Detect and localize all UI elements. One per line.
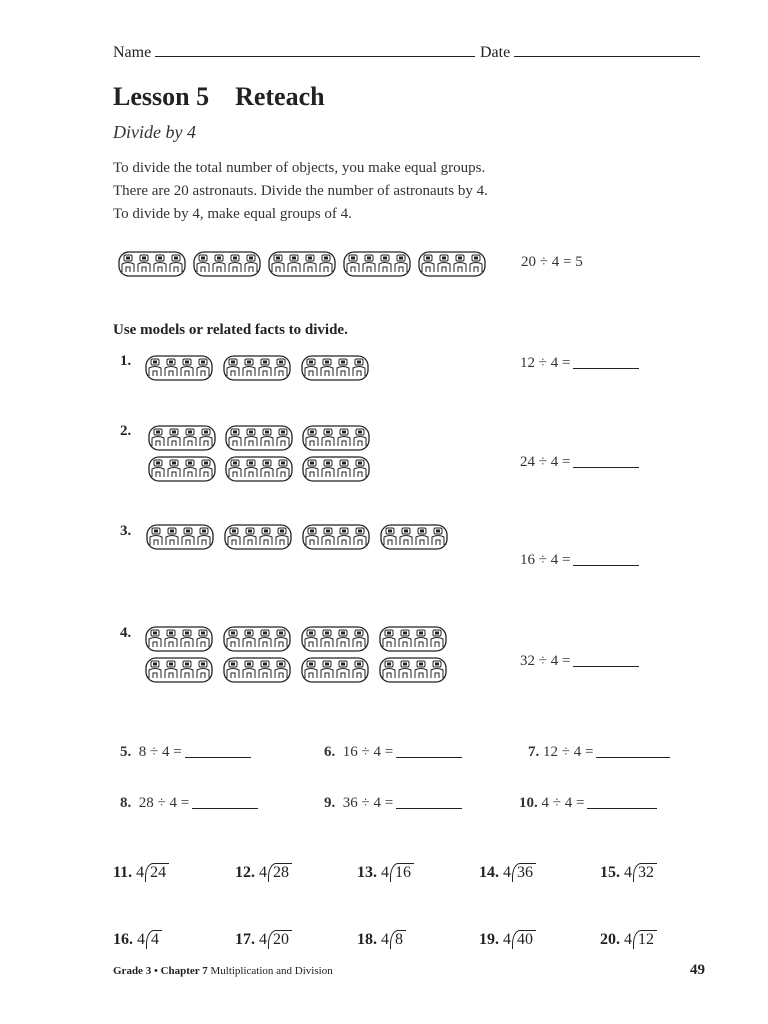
dividend: 12	[633, 930, 657, 949]
astronaut-icon	[322, 528, 334, 545]
problem-number: 7.	[528, 744, 540, 760]
astronaut-group	[193, 251, 261, 277]
astronaut-icon	[138, 255, 150, 272]
astronaut-icon	[243, 661, 255, 678]
astronaut-group	[418, 251, 486, 277]
astronaut-icon	[354, 528, 366, 545]
name-line[interactable]	[155, 56, 475, 57]
astronaut-icon	[275, 359, 287, 376]
problem-3-equation	[520, 551, 639, 569]
answer-blank[interactable]	[192, 794, 258, 809]
problem-number: 4.	[120, 625, 132, 641]
astronaut-icon	[363, 255, 375, 272]
example-model	[118, 251, 498, 281]
astronaut-icon	[338, 528, 350, 545]
astronaut-group	[225, 425, 293, 451]
problem-20	[600, 930, 657, 949]
problem-number: 11.	[113, 864, 133, 881]
astronaut-icon	[149, 630, 161, 647]
astronaut-icon	[383, 630, 395, 647]
astronaut-group	[145, 657, 213, 683]
problem-2-model	[148, 425, 388, 489]
problem-number: 2.	[120, 423, 132, 439]
astronaut-icon	[261, 460, 273, 477]
answer-blank[interactable]	[185, 743, 251, 758]
astronaut-icon	[149, 359, 161, 376]
lesson-subtitle: Divide by 4	[113, 122, 196, 142]
astronaut-group	[224, 524, 292, 550]
problem-number: 14.	[479, 864, 499, 881]
astronaut-icon	[245, 460, 257, 477]
astronaut-icon	[259, 359, 271, 376]
astronaut-icon	[197, 661, 209, 678]
answer-blank[interactable]	[573, 453, 639, 468]
divisor: 4	[381, 931, 389, 948]
equation-text: 16 ÷ 4 =	[342, 744, 394, 760]
divisor: 4	[381, 864, 389, 881]
dividend: 40	[512, 930, 536, 949]
astronaut-icon	[243, 359, 255, 376]
problem-3-model	[146, 524, 456, 554]
astronaut-icon	[276, 528, 288, 545]
answer-blank[interactable]	[396, 743, 462, 758]
astronaut-group	[118, 251, 186, 277]
astronaut-icon	[354, 429, 366, 446]
date-field	[480, 44, 700, 62]
astronaut-icon	[306, 429, 318, 446]
problem-13	[357, 863, 414, 882]
astronaut-icon	[181, 630, 193, 647]
name-label: Name	[113, 44, 152, 61]
astronaut-icon	[170, 255, 182, 272]
astronaut-group	[223, 355, 291, 381]
astronaut-group	[379, 626, 447, 652]
astronaut-icon	[399, 661, 411, 678]
problem-8	[120, 794, 258, 812]
problem-11	[113, 863, 169, 882]
astronaut-icon	[197, 630, 209, 647]
astronaut-icon	[166, 528, 178, 545]
astronaut-icon	[288, 255, 300, 272]
astronaut-icon	[168, 460, 180, 477]
astronaut-icon	[200, 429, 212, 446]
astronaut-icon	[305, 661, 317, 678]
astronaut-icon	[353, 661, 365, 678]
astronaut-group	[148, 425, 216, 451]
answer-blank[interactable]	[573, 354, 639, 369]
dividend: 8	[390, 930, 406, 949]
date-label: Date	[480, 44, 511, 61]
problem-number: 16.	[113, 931, 133, 948]
astronaut-icon	[277, 429, 289, 446]
astronaut-group	[225, 456, 293, 482]
astronaut-group	[223, 626, 291, 652]
astronaut-icon	[379, 255, 391, 272]
astronaut-icon	[438, 255, 450, 272]
name-field	[113, 44, 475, 62]
astronaut-icon	[431, 630, 443, 647]
astronaut-icon	[383, 661, 395, 678]
problem-2-equation	[520, 453, 639, 471]
problem-7	[528, 743, 670, 761]
problem-number: 13.	[357, 864, 377, 881]
astronaut-icon	[272, 255, 284, 272]
astronaut-group	[343, 251, 411, 277]
astronaut-icon	[399, 630, 411, 647]
astronaut-icon	[305, 359, 317, 376]
problem-12	[235, 863, 292, 882]
problem-number: 18.	[357, 931, 377, 948]
astronaut-group	[145, 355, 213, 381]
problem-10	[519, 794, 657, 812]
astronaut-icon	[261, 429, 273, 446]
astronaut-icon	[306, 460, 318, 477]
astronaut-icon	[198, 528, 210, 545]
astronaut-icon	[165, 661, 177, 678]
astronaut-group	[380, 524, 448, 550]
astronaut-icon	[321, 661, 333, 678]
problem-19	[479, 930, 536, 949]
astronaut-icon	[415, 661, 427, 678]
astronaut-icon	[400, 528, 412, 545]
dividend: 24	[145, 863, 169, 882]
problem-number: 3.	[120, 523, 132, 539]
astronaut-group	[146, 524, 214, 550]
astronaut-icon	[305, 630, 317, 647]
astronaut-icon	[229, 460, 241, 477]
equation-text: 8 ÷ 4 =	[138, 744, 182, 760]
problem-4-equation	[520, 652, 639, 670]
astronaut-icon	[184, 460, 196, 477]
astronaut-icon	[321, 630, 333, 647]
astronaut-icon	[337, 359, 349, 376]
answer-blank[interactable]	[573, 652, 639, 667]
intro-line-2: There are 20 astronauts. Divide the number of astronauts by 4.	[113, 183, 488, 199]
equation-text: 32 ÷ 4 =	[520, 653, 571, 669]
dividend: 32	[633, 863, 657, 882]
astronaut-icon	[337, 661, 349, 678]
answer-blank[interactable]	[587, 794, 657, 809]
astronaut-icon	[338, 460, 350, 477]
astronaut-icon	[347, 255, 359, 272]
astronaut-icon	[422, 255, 434, 272]
problem-6	[324, 743, 462, 761]
astronaut-icon	[227, 661, 239, 678]
equation-text: 36 ÷ 4 =	[342, 795, 394, 811]
footer-chapter: Chapter 7	[160, 965, 208, 977]
astronaut-icon	[168, 429, 180, 446]
problem-number: 9.	[324, 795, 336, 811]
divisor: 4	[503, 864, 511, 881]
problem-17	[235, 930, 292, 949]
example-equation: 20 ÷ 4 = 5	[521, 254, 583, 270]
problem-number: 8.	[120, 795, 132, 811]
astronaut-icon	[275, 661, 287, 678]
astronaut-icon	[260, 528, 272, 545]
footer-bullet: •	[153, 965, 158, 977]
astronaut-icon	[181, 359, 193, 376]
dividend: 4	[146, 930, 162, 949]
astronaut-icon	[353, 359, 365, 376]
astronaut-icon	[321, 359, 333, 376]
equation-text: 24 ÷ 4 =	[520, 454, 571, 470]
astronaut-icon	[384, 528, 396, 545]
astronaut-icon	[122, 255, 134, 272]
problem-number: 6.	[324, 744, 336, 760]
astronaut-icon	[245, 255, 257, 272]
astronaut-icon	[259, 661, 271, 678]
astronaut-group	[145, 626, 213, 652]
astronaut-group	[301, 657, 369, 683]
problem-9	[324, 794, 462, 812]
astronaut-icon	[353, 630, 365, 647]
astronaut-icon	[200, 460, 212, 477]
divisor: 4	[259, 931, 267, 948]
astronaut-icon	[322, 460, 334, 477]
astronaut-icon	[470, 255, 482, 272]
divisor: 4	[624, 864, 632, 881]
dividend: 16	[390, 863, 414, 882]
astronaut-icon	[304, 255, 316, 272]
answer-blank[interactable]	[396, 794, 462, 809]
astronaut-icon	[395, 255, 407, 272]
astronaut-icon	[154, 255, 166, 272]
astronaut-icon	[150, 528, 162, 545]
footer-topic: Multiplication and Division	[210, 965, 333, 977]
astronaut-icon	[197, 359, 209, 376]
astronaut-group	[379, 657, 447, 683]
astronaut-icon	[229, 255, 241, 272]
astronaut-icon	[213, 255, 225, 272]
astronaut-group	[302, 425, 370, 451]
astronaut-group	[223, 657, 291, 683]
astronaut-icon	[149, 661, 161, 678]
problem-1-model	[145, 355, 385, 385]
astronaut-icon	[354, 460, 366, 477]
astronaut-group	[301, 355, 369, 381]
astronaut-icon	[197, 255, 209, 272]
astronaut-icon	[165, 359, 177, 376]
footer	[113, 965, 333, 977]
astronaut-icon	[454, 255, 466, 272]
astronaut-icon	[338, 429, 350, 446]
astronaut-icon	[228, 528, 240, 545]
astronaut-icon	[416, 528, 428, 545]
astronaut-icon	[182, 528, 194, 545]
astronaut-icon	[277, 460, 289, 477]
problem-1-equation	[520, 354, 639, 372]
instructions: Use models or related facts to divide.	[113, 322, 348, 338]
equation-text: 12 ÷ 4 =	[520, 355, 571, 371]
answer-blank[interactable]	[573, 551, 639, 566]
intro-line-3: To divide by 4, make equal groups of 4.	[113, 206, 352, 222]
astronaut-icon	[415, 630, 427, 647]
equation-text: 12 ÷ 4 =	[543, 744, 594, 760]
problem-number: 15.	[600, 864, 620, 881]
astronaut-icon	[152, 460, 164, 477]
astronaut-group	[148, 456, 216, 482]
astronaut-icon	[259, 630, 271, 647]
astronaut-icon	[244, 528, 256, 545]
astronaut-icon	[152, 429, 164, 446]
lesson-title: Lesson 5 Reteach	[113, 82, 325, 111]
equation-text: 16 ÷ 4 =	[520, 552, 571, 568]
problem-number: 10.	[519, 795, 538, 811]
dividend: 20	[268, 930, 292, 949]
astronaut-icon	[431, 661, 443, 678]
problem-number: 5.	[120, 744, 132, 760]
problem-5	[120, 743, 251, 761]
problem-18	[357, 930, 406, 949]
astronaut-group	[302, 524, 370, 550]
astronaut-group	[301, 626, 369, 652]
equation-text: 28 ÷ 4 =	[138, 795, 190, 811]
dividend: 36	[512, 863, 536, 882]
problem-14	[479, 863, 536, 882]
astronaut-icon	[227, 359, 239, 376]
astronaut-icon	[227, 630, 239, 647]
astronaut-icon	[320, 255, 332, 272]
divisor: 4	[259, 864, 267, 881]
divisor: 4	[624, 931, 632, 948]
astronaut-group	[268, 251, 336, 277]
problem-4-model	[145, 626, 455, 690]
date-line[interactable]	[514, 56, 700, 57]
answer-blank[interactable]	[596, 743, 670, 758]
dividend: 28	[268, 863, 292, 882]
astronaut-icon	[275, 630, 287, 647]
astronaut-icon	[165, 630, 177, 647]
astronaut-icon	[243, 630, 255, 647]
problem-number: 17.	[235, 931, 255, 948]
astronaut-icon	[181, 661, 193, 678]
problem-15	[600, 863, 657, 882]
problem-16	[113, 930, 162, 949]
intro-line-1: To divide the total number of objects, you make equal groups.	[113, 160, 486, 176]
problem-number: 19.	[479, 931, 499, 948]
astronaut-icon	[322, 429, 334, 446]
divisor: 4	[503, 931, 511, 948]
astronaut-icon	[432, 528, 444, 545]
astronaut-icon	[184, 429, 196, 446]
problem-number: 20.	[600, 931, 620, 948]
astronaut-icon	[245, 429, 257, 446]
equation-text: 4 ÷ 4 =	[541, 795, 585, 811]
divisor: 4	[137, 931, 145, 948]
astronaut-group	[302, 456, 370, 482]
astronaut-icon	[229, 429, 241, 446]
problem-number: 12.	[235, 864, 255, 881]
problem-number: 1.	[120, 353, 132, 369]
divisor: 4	[136, 864, 145, 881]
astronaut-icon	[337, 630, 349, 647]
astronaut-icon	[306, 528, 318, 545]
page-number: 49	[690, 962, 705, 978]
footer-grade: Grade 3	[113, 965, 152, 977]
